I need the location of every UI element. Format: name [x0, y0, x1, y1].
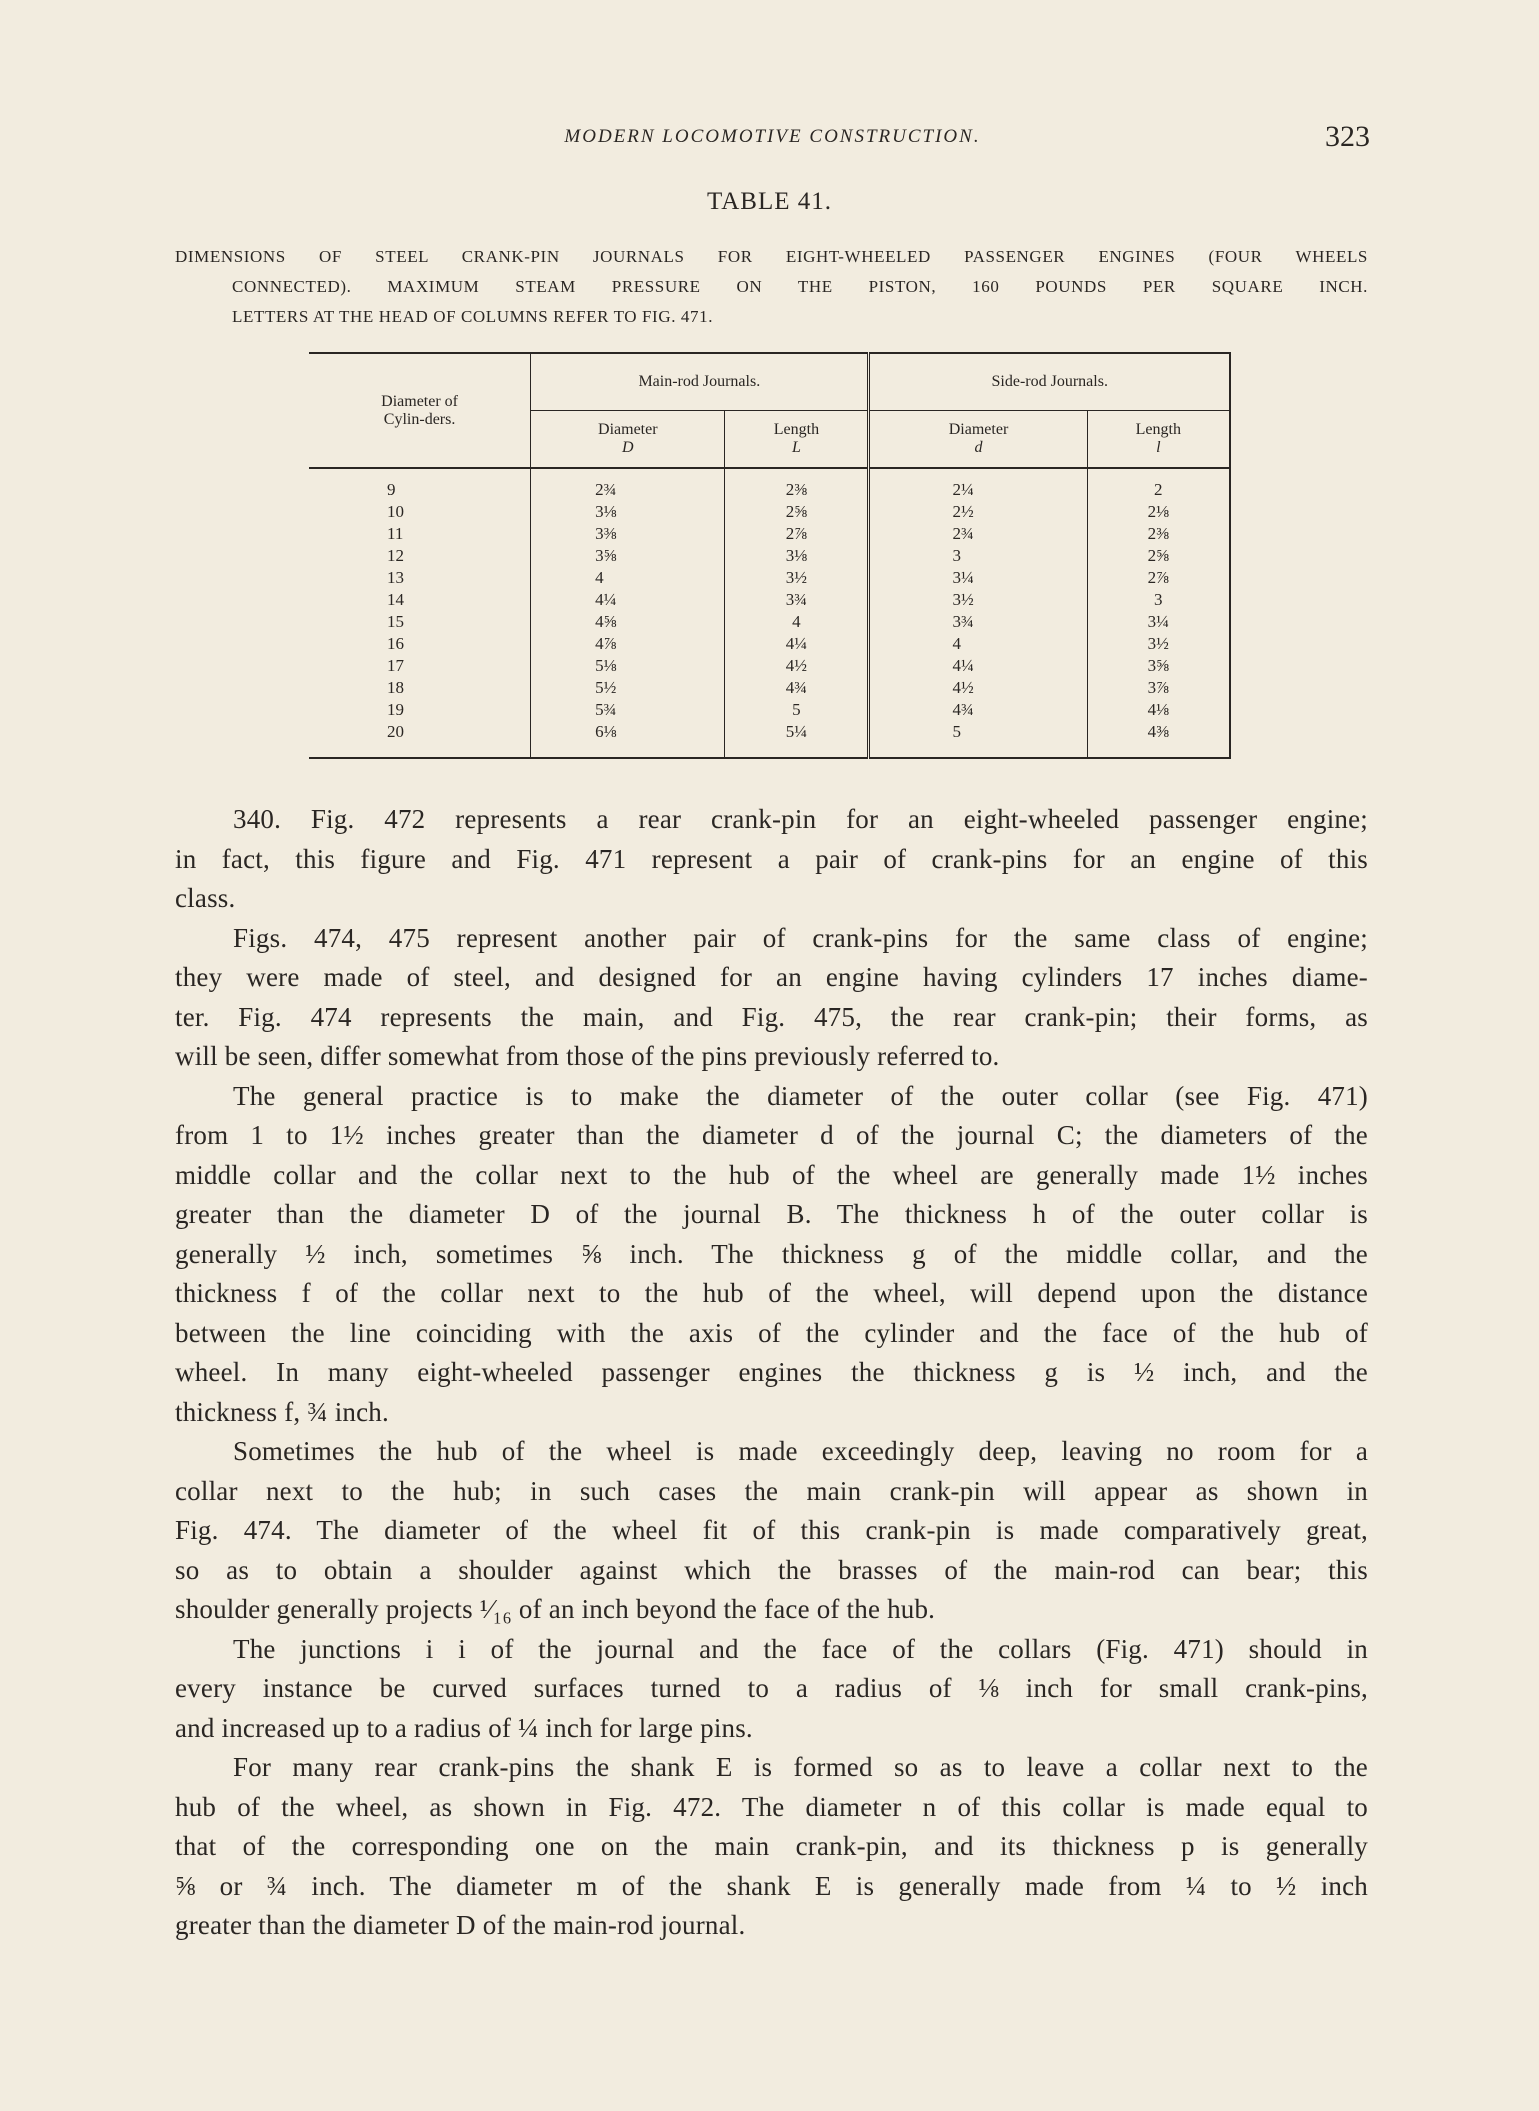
caption-line: DIMENSIONS OF STEEL CRANK-PIN JOURNALS FOR EIGHT-WHEELED PASSENGER ENGINES (FOUR WHEELS: [175, 247, 1368, 266]
cell-main-diameter: 3⅜: [531, 523, 725, 545]
body-line: hub of the wheel, as shown in Fig. 472. The diameter n of this collar is made equal to: [175, 1791, 1368, 1822]
body-line: every instance be curved surfaces turned to a radius of ⅛ inch for small crank-pins,: [175, 1673, 1368, 1703]
table-body: [309, 468, 1230, 758]
body-line: so as to obtain a shoulder against which the brasses of the main-rod can bear; this: [175, 1554, 1368, 1585]
table-row: [309, 677, 1230, 699]
cell-main-length: 4½: [725, 655, 869, 677]
table-row: [309, 589, 1230, 611]
cell-side-length: 2⅝: [1087, 545, 1230, 567]
header-main-length: [725, 411, 869, 469]
cell-side-diameter: 3½: [869, 589, 1087, 611]
cell-cylinder-diameter: 20: [309, 721, 531, 758]
cell-main-diameter: 4⅞: [531, 633, 725, 655]
cell-side-length: 2: [1087, 468, 1230, 501]
cell-main-length: 2⅝: [725, 501, 869, 523]
page-number: 323: [1325, 120, 1370, 153]
cell-cylinder-diameter: 13: [387, 568, 404, 587]
cell-side-diameter: 4¼: [869, 655, 1087, 677]
body-line: For many rear crank-pins the shank E is formed so as to leave a collar next to the: [233, 1752, 1368, 1782]
cell-main-diameter: 4: [531, 567, 725, 589]
cell-cylinder-diameter: 18: [387, 678, 404, 697]
cell-main-diameter: 2¾: [531, 468, 725, 501]
body-line: from 1 to 1½ inches greater than the diameter d of the journal C; the diameters of the: [175, 1120, 1368, 1150]
body-line: Figs. 474, 475 represent another pair of crank-pins for the same class of engine;: [233, 922, 1368, 953]
header-side-length: [1087, 411, 1230, 469]
cell-cylinder-diameter: 14: [387, 590, 404, 609]
table-row: [309, 523, 1230, 545]
body-line: wheel. In many eight-wheeled passenger engines the thickness g is ½ inch, and the: [175, 1357, 1368, 1387]
header-side-rod: Side-rod Journals.: [869, 353, 1230, 411]
cell-side-diameter: 2¾: [869, 523, 1087, 545]
cell-cylinder-diameter: 10: [387, 502, 404, 521]
table-number: TABLE 41.: [706, 188, 833, 215]
cell-cylinder-diameter: 9: [387, 480, 396, 499]
body-line: Sometimes the hub of the wheel is made exceedingly deep, leaving no room for a: [233, 1436, 1368, 1466]
cell-side-diameter: 2½: [869, 501, 1087, 523]
header-main-length-label: Length: [773, 421, 820, 438]
table-row: [309, 545, 1230, 567]
table-row: [309, 655, 1230, 677]
cell-main-diameter: 3⅝: [531, 545, 725, 567]
cell-main-length: 3⅛: [725, 545, 869, 567]
caption-line: LETTERS AT THE HEAD OF COLUMNS REFER TO FIG. 471.: [232, 307, 714, 326]
cell-main-length: 4¼: [725, 633, 869, 655]
cell-cylinder-diameter: 15: [387, 612, 404, 631]
body-line: Fig. 474. The diameter of the wheel fit of this crank-pin is made comparatively great,: [175, 1515, 1368, 1545]
header-cylinders: [309, 353, 531, 468]
header-main-diameter-label: Diameter: [598, 421, 658, 438]
cell-main-diameter: 6⅛: [531, 721, 725, 758]
running-head: [175, 120, 1370, 160]
header-main-rod: Main-rod Journals.: [531, 353, 869, 411]
cell-side-length: 3⅞: [1087, 677, 1230, 699]
body-line: The junctions i i of the journal and the face of the collars (Fig. 471) should in: [233, 1633, 1368, 1664]
header-main-diameter-var: D: [622, 439, 634, 456]
body-line: will be seen, differ somewhat from those of the pins previously referred to.: [175, 1041, 1000, 1071]
cell-side-length: 3¼: [1087, 611, 1230, 633]
body-line: collar next to the hub; in such cases the main crank-pin will appear as shown in: [175, 1475, 1368, 1506]
cell-side-diameter: 3: [869, 545, 1087, 567]
cell-main-diameter: 4⅝: [531, 611, 725, 633]
body-line: generally ½ inch, sometimes ⅝ inch. The thickness g of the middle collar, and the: [175, 1238, 1368, 1269]
cell-cylinder-diameter: 16: [387, 634, 404, 653]
cell-main-diameter: 3⅛: [531, 501, 725, 523]
table-row: [309, 567, 1230, 589]
cell-side-length: 3: [1087, 589, 1230, 611]
cell-side-diameter: 4¾: [869, 699, 1087, 721]
cell-side-length: 2⅛: [1087, 501, 1230, 523]
body-line: thickness f, ¾ inch.: [175, 1396, 389, 1427]
cell-side-diameter: 2¼: [869, 468, 1087, 501]
body-line: middle collar and the collar next to the hub of the wheel are generally made 1½ inches: [175, 1159, 1368, 1190]
body-text: [175, 800, 1368, 1946]
body-line: ter. Fig. 474 represents the main, and Fig. 475, the rear crank-pin; their forms, as: [175, 1001, 1368, 1032]
cell-main-length: 5¼: [725, 721, 869, 758]
header-side-diameter: [869, 411, 1087, 469]
cell-side-length: 3½: [1087, 633, 1230, 655]
header-main-diameter: [531, 411, 725, 469]
cell-cylinder-diameter: 11: [387, 524, 404, 543]
body-line: ⅝ or ¾ inch. The diameter m of the shank E is generally made from ¼ to ½ inch: [175, 1870, 1368, 1901]
body-line: thickness f of the collar next to the hub of the wheel, will depend upon the distance: [175, 1278, 1368, 1308]
cell-cylinder-diameter: 19: [387, 700, 404, 719]
header-side-length-var: l: [1156, 439, 1161, 456]
body-line: between the line coinciding with the axis of the cylinder and the face of the hub of: [175, 1317, 1368, 1348]
cell-main-length: 3¾: [725, 589, 869, 611]
body-line: The general practice is to make the diameter of the outer collar (see Fig. 471): [233, 1080, 1368, 1111]
cell-main-diameter: 5¾: [531, 699, 725, 721]
cell-cylinder-diameter: 17: [387, 656, 404, 675]
body-line: in fact, this figure and Fig. 471 represent a pair of crank-pins for an engine of this: [175, 843, 1368, 874]
body-line: and increased up to a radius of ¼ inch for large pins.: [175, 1712, 753, 1743]
body-line: class.: [175, 883, 236, 913]
cell-main-length: 2⅜: [725, 468, 869, 501]
header-side-diameter-var: d: [974, 439, 983, 456]
body-line: greater than the diameter D of the journal B. The thickness h of the outer collar is: [175, 1199, 1368, 1229]
cell-side-length: 4⅛: [1087, 699, 1230, 721]
cell-side-diameter: 3¼: [869, 567, 1087, 589]
cell-side-diameter: 5: [869, 721, 1087, 758]
cell-side-diameter: 4: [869, 633, 1087, 655]
cell-main-diameter: 5½: [531, 677, 725, 699]
table-row: [309, 611, 1230, 633]
cell-main-diameter: 5⅛: [531, 655, 725, 677]
table-row: [309, 699, 1230, 721]
cell-main-length: 4: [725, 611, 869, 633]
header-side-length-label: Length: [1135, 421, 1181, 438]
cell-cylinder-diameter: 12: [387, 546, 404, 565]
header-main-length-var: L: [791, 439, 801, 456]
table-row: [309, 468, 1230, 501]
body-line: 340. Fig. 472 represents a rear crank-pin for an eight-wheeled passenger engine;: [233, 804, 1368, 834]
running-title: MODERN LOCOMOTIVE CONSTRUCTION.: [564, 126, 981, 147]
body-line: greater than the diameter D of the main-rod journal.: [175, 1910, 746, 1940]
cell-side-diameter: 4½: [869, 677, 1087, 699]
cell-side-length: 3⅝: [1087, 655, 1230, 677]
crank-pin-table: [309, 352, 1231, 759]
body-line: they were made of steel, and designed for an engine having cylinders 17 inches diame-: [175, 962, 1368, 992]
cell-side-length: 2⅞: [1087, 567, 1230, 589]
cell-main-length: 5: [725, 699, 869, 721]
table-row: [309, 721, 1230, 758]
cell-side-length: 2⅜: [1087, 523, 1230, 545]
caption-line: CONNECTED). MAXIMUM STEAM PRESSURE ON THE PISTON, 160 POUNDS PER SQUARE INCH.: [232, 277, 1368, 296]
cell-main-length: 4¾: [725, 677, 869, 699]
cell-main-length: 2⅞: [725, 523, 869, 545]
header-cylinders-label: Diameter of Cylin-ders.: [381, 392, 458, 428]
cell-main-diameter: 4¼: [531, 589, 725, 611]
body-line: that of the corresponding one on the main crank-pin, and its thickness p is generally: [175, 1831, 1368, 1861]
body-line: shoulder generally projects ¹⁄₁₆ of an inch beyond the face of the hub.: [175, 1594, 936, 1624]
cell-side-length: 4⅜: [1087, 721, 1230, 758]
table-caption: [175, 242, 1368, 332]
table-row: [309, 633, 1230, 655]
header-side-diameter-label: Diameter: [948, 421, 1009, 438]
cell-side-diameter: 3¾: [869, 611, 1087, 633]
cell-main-length: 3½: [725, 567, 869, 589]
table-row: [309, 501, 1230, 523]
